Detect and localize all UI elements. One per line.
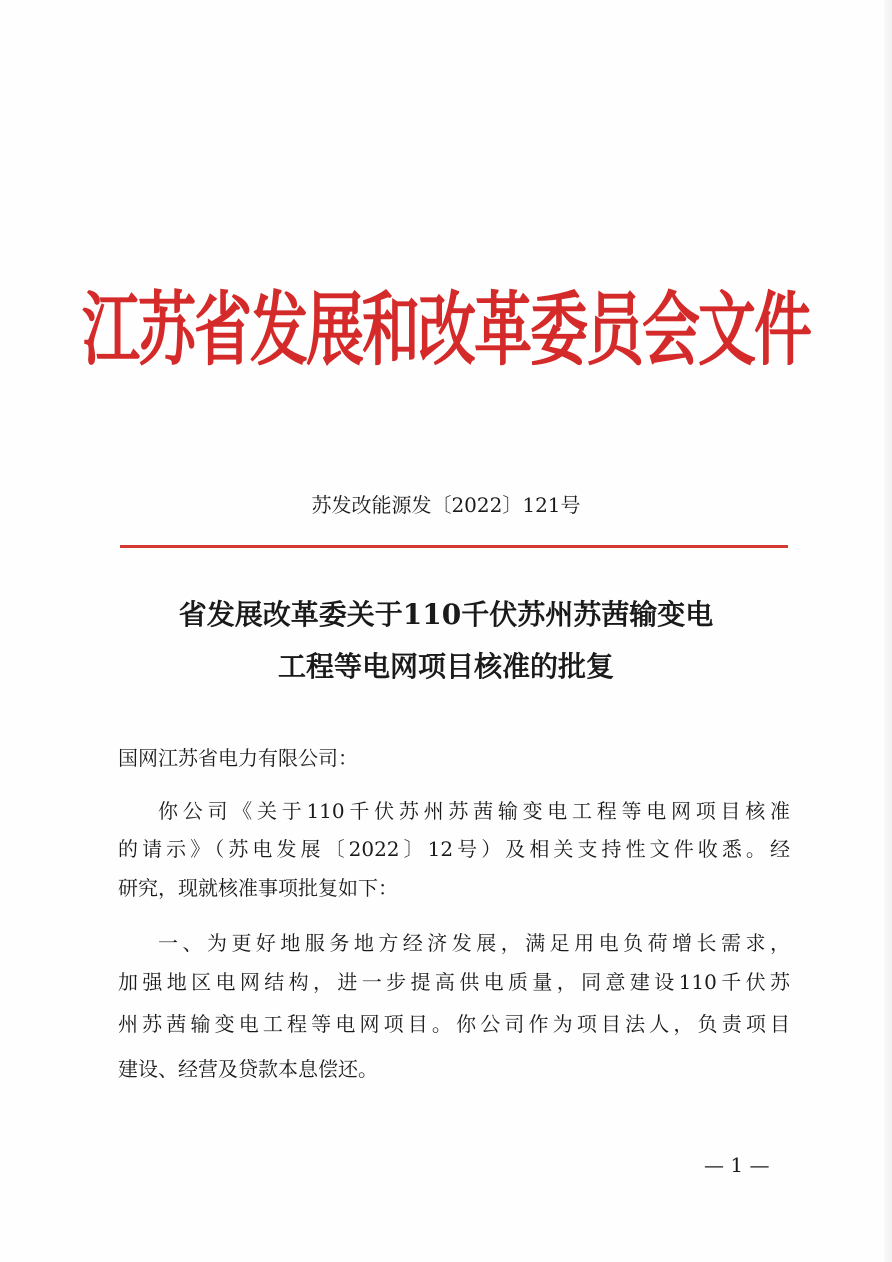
document-number: 苏发改能源发〔2022〕121号 xyxy=(311,493,581,517)
body-line-6: 州苏茜输变电工程等电网项目。你公司作为项目法人，负责项目 xyxy=(118,1012,790,1036)
body-line-4: 一、为更好地服务地方经济发展，满足用电负荷增长需求， xyxy=(158,931,790,955)
body-line-2: 的请示》（苏电发展〔2022〕12号）及相关支持性文件收悉。经 xyxy=(118,837,790,861)
issuer-header xyxy=(0,283,892,377)
document-title-line-1: 省发展改革委关于110千伏苏州苏茜输变电 xyxy=(178,598,714,631)
document-title-line-2: 工程等电网项目核准的批复 xyxy=(277,650,614,683)
red-divider-line xyxy=(120,545,788,548)
body-line-7: 建设、经营及贷款本息偿还。 xyxy=(118,1057,378,1081)
page-number: — 1 — xyxy=(704,1153,770,1177)
addressee: 国网江苏省电力有限公司： xyxy=(118,746,358,770)
issuer-name: 江苏省发展和改革委员会文件 xyxy=(81,283,810,377)
body-line-5: 加强地区电网结构，进一步提高供电质量，同意建设110千伏苏 xyxy=(118,970,790,994)
body-line-3: 研究，现就核准事项批复如下： xyxy=(118,876,398,900)
body-line-1: 你公司《关于110千伏苏州苏茜输变电工程等电网项目核准 xyxy=(158,799,790,823)
